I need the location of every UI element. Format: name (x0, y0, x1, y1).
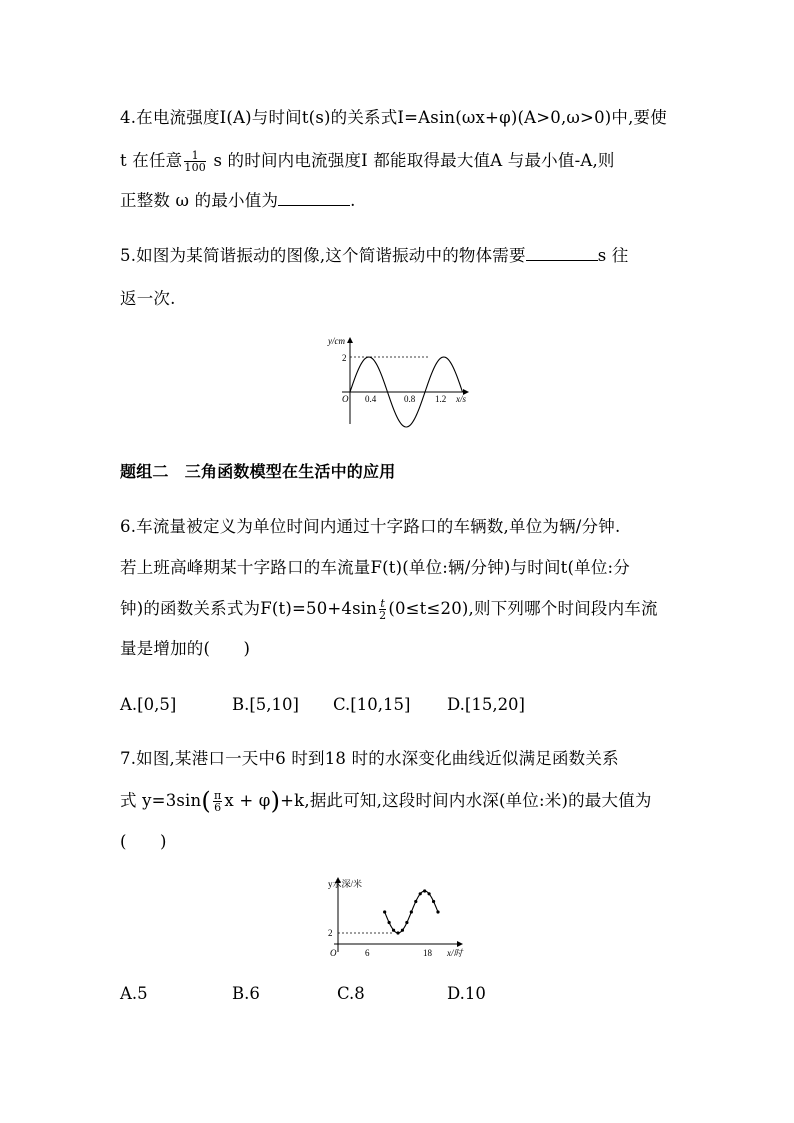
depth-data-point (405, 921, 408, 924)
depth-data-point (419, 892, 422, 895)
q4-text: t 在任意 (120, 151, 183, 170)
x-axis-label: x/s (456, 394, 466, 404)
depth-data-point (432, 900, 435, 903)
q6-fraction (379, 598, 386, 621)
q4-text: . (350, 191, 356, 210)
q7-text: +k,据此可知,这段时间内水深(单位:米)的最大值为 (280, 791, 652, 810)
x-axis-label: x/时 (447, 948, 463, 958)
q4-line-2 (120, 149, 615, 173)
y-axis-label: y/cm (328, 336, 345, 346)
q7-fraction (213, 790, 222, 813)
q4-text: 正整数 ω 的最小值为 (120, 191, 279, 210)
q7-frac-num: π (213, 789, 222, 802)
q6-option-c[interactable]: C.[10,15] (333, 695, 411, 714)
q6-option-b[interactable]: B.[5,10] (232, 695, 299, 714)
q5-text: 5.如图为某简谐振动的图像,这个简谐振动中的物体需要 (120, 246, 526, 265)
q6-frac-num: t (380, 597, 386, 610)
x-tick-label: 0.4 (365, 394, 377, 404)
q4-frac-den: 100 (184, 161, 206, 174)
q6-line-3 (120, 597, 658, 621)
q5-line-2: 返一次. (120, 289, 176, 308)
y-tick-label: 2 (342, 353, 347, 363)
y-tick-label: 2 (328, 928, 333, 938)
q6-line-2: 若上班高峰期某十字路口的车流量F(t)(单位:辆/分钟)与时间t(单位:分 (120, 558, 630, 577)
depth-data-point (414, 900, 417, 903)
q4-text: s 的时间内电流强度I 都能取得最大值A 与最小值-A,则 (208, 151, 615, 170)
q7-option-c[interactable]: C.8 (337, 984, 365, 1003)
q4-fraction (184, 150, 206, 173)
depth-data-point (428, 892, 431, 895)
q7-line-1: 7.如图,某港口一天中6 时到18 时的水深变化曲线近似满足函数关系 (120, 749, 619, 768)
depth-data-point (396, 931, 399, 934)
x-tick-label: 1.2 (435, 394, 447, 404)
origin-label: O (330, 948, 337, 958)
q6-text: 钟)的函数关系式为F(t)=50+4sin (120, 599, 378, 618)
q5-line-1 (120, 244, 629, 268)
q4-line-3 (120, 189, 356, 213)
answer-blank[interactable] (526, 246, 598, 261)
q7-frac-den: 6 (214, 801, 222, 814)
depth-data-point (388, 921, 391, 924)
q5-text: s 往 (597, 246, 629, 265)
q6-option-a[interactable]: A.[0,5] (120, 695, 177, 714)
q6-line-1: 6.车流量被定义为单位时间内通过十字路口的车辆数,单位为辆/分钟. (120, 517, 621, 536)
depth-data-point (423, 889, 426, 892)
q6-frac-den: 2 (379, 609, 387, 622)
y-axis-label: y水深/米 (328, 879, 363, 889)
right-paren: ) (270, 787, 281, 815)
q7-line-3: ( ) (120, 832, 167, 851)
depth-data-point (392, 929, 395, 932)
q7-option-b[interactable]: B.6 (232, 984, 260, 1003)
section-heading: 题组二 三角函数模型在生活中的应用 (120, 462, 396, 481)
x-tick-label: 6 (365, 948, 370, 958)
q4-frac-num: 1 (184, 150, 206, 162)
depth-data-point (401, 929, 404, 932)
origin-label: O (342, 394, 349, 404)
q7-text: x + φ (224, 791, 271, 810)
q7-option-d[interactable]: D.10 (447, 984, 486, 1003)
depth-data-point (410, 910, 413, 913)
q4-line-1: 4.在电流强度I(A)与时间t(s)的关系式I=Asin(ωx+φ)(A>0,ω>0)中,要使 (120, 108, 667, 127)
answer-blank[interactable] (278, 191, 350, 206)
q6-option-d[interactable]: D.[15,20] (447, 695, 525, 714)
q7-water-depth-graph (322, 872, 482, 962)
depth-data-point (383, 910, 386, 913)
x-tick-label: 18 (423, 948, 432, 958)
q6-text: (0≤t≤20),则下列哪个时间段内车流 (388, 599, 658, 618)
q7-option-a[interactable]: A.5 (120, 984, 148, 1003)
q5-sine-graph (320, 330, 480, 430)
depth-data-point (436, 910, 439, 913)
x-tick-label: 0.8 (404, 394, 416, 404)
q6-line-4: 量是增加的( ) (120, 639, 251, 658)
left-paren: ( (201, 787, 211, 815)
q7-line-2 (120, 789, 652, 813)
q7-text: 式 y=3sin (120, 791, 202, 810)
